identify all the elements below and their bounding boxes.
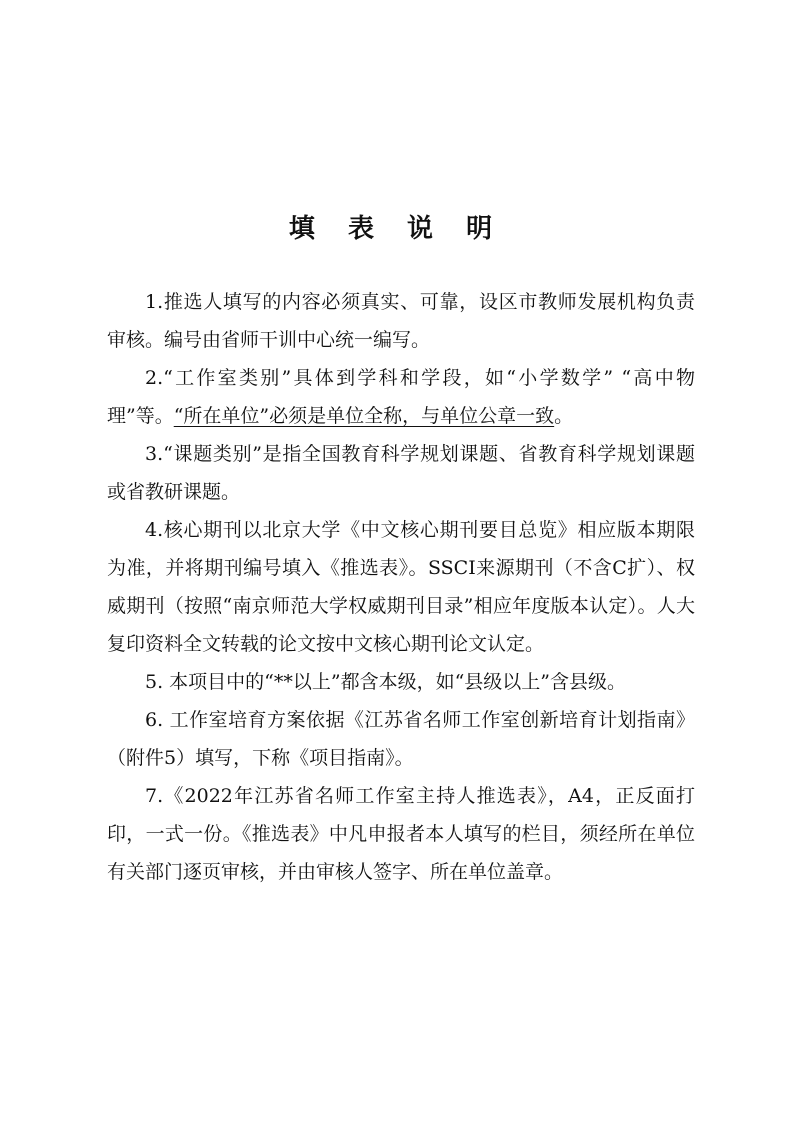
instruction-item-2-end: 。 bbox=[554, 405, 574, 427]
page-title: 填 表 说 明 bbox=[288, 214, 505, 244]
instruction-item-2-underlined: “所在单位”必须是单位全称，与单位公章一致 bbox=[173, 405, 555, 427]
instruction-item-7: 7.《2022年江苏省名师工作室主持人推选表》，A4，正反面打印，一式一份。《推选表》中凡申报者本人填写的栏目，须经所在单位有关部门逐页审核，并由审核人签字、所在单位盖章。 bbox=[107, 785, 695, 883]
instruction-item-1: 1.推选人填写的内容必须真实、可靠，设区市教师发展机构负责审核。编号由省师干训中心统一编写。 bbox=[107, 291, 695, 351]
instruction-item-5: 5. 本项目中的“**以上”都含本级，如“县级以上”含县级。 bbox=[145, 671, 627, 693]
instruction-item-2 bbox=[107, 359, 695, 435]
instruction-item-6: 6. 工作室培育方案依据《江苏省名师工作室创新培育计划指南》（附件5）填写，下称《项目指南》。 bbox=[107, 709, 695, 769]
instruction-item-4: 4.核心期刊以北京大学《中文核心期刊要目总览》相应版本期限为准，并将期刊编号填入《推选表》。SSCI来源期刊（不含C扩）、权威期刊（按照“南京师范大学权威期刊目录”相应年度版本认定）。人大复印资料全文转载的论文按中文核心期刊论文认定。 bbox=[107, 519, 695, 655]
instruction-item-2-text: 2.“工作室类别”具体到学科和学段，如“小学数学” “高中物理”等。 bbox=[107, 367, 695, 427]
instructions-body bbox=[107, 283, 695, 891]
instruction-item-3: 3.“课题类别”是指全国教育科学规划课题、省教育科学规划课题或省教研课题。 bbox=[107, 443, 695, 503]
